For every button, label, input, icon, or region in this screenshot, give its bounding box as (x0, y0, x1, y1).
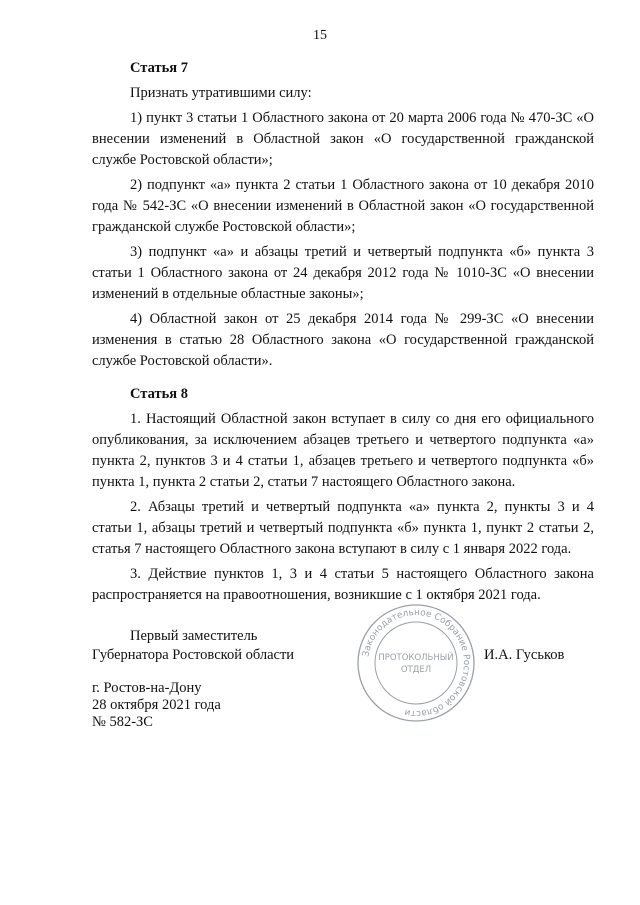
position-line-1: Первый заместитель (130, 628, 258, 644)
article-7-item: 3) подпункт «а» и абзацы третий и четвертый подпункта «б» пункта 3 статьи 1 Областного закона от 24 декабря 2012 года № 1010-ЗС «О внесении изменений в отдельные областные законы»; (92, 244, 594, 302)
stamp-inner-line-1: ПРОТОКОЛЬНЫЙ (378, 653, 454, 663)
position-line-2: Губернатора Ростовской области (92, 647, 295, 663)
city: г. Ростов-на-Дону (92, 680, 202, 696)
law-number: № 582-ЗС (92, 714, 153, 730)
article-8-item: 1. Настоящий Областной закон вступает в силу со дня его официального опубликования, за исключением абзацев третьего и четвертого подпункта «а» пункта 2, пунктов 3 и 4 статьи 1, абзацев третьего и четвертого подпункта «б» пункта 1, пункта 2 статьи 2, статьи 7 настоящего Областного закона. (92, 411, 594, 490)
article-7-item: 2) подпункт «а» пункта 2 статьи 1 Областного закона от 10 декабря 2010 года № 542-ЗС «О внесении изменений в Областной закон «О государственной гражданской службе Ростовской области»; (92, 177, 594, 235)
article-7-intro: Признать утратившими силу: (130, 85, 312, 101)
stamp-inner-line-2: ОТДЕЛ (400, 665, 432, 675)
stamp-outer-text: Законодательное Собрание Ростовской области (361, 607, 472, 719)
article-7-item: 1) пункт 3 статьи 1 Областного закона от 20 марта 2006 года № 470-ЗС «О внесении изменений в Областной закон «О государственной гражданской службе Ростовской области»; (92, 110, 594, 168)
article-7-item: 4) Областной закон от 25 декабря 2014 года № 299-ЗС «О внесении изменения в статью 28 Областного закона «О государственной гражданской службе Ростовской области». (92, 311, 594, 369)
article-7-title: Статья 7 (130, 60, 188, 76)
signatory-name: И.А. Гуськов (484, 647, 565, 663)
stamp-inner-ring (375, 622, 457, 704)
article-8-item: 3. Действие пунктов 1, 3 и 4 статьи 5 настоящего Областного закона распространяется на правоотношения, возникшие с 1 октября 2021 года. (92, 566, 594, 603)
signatory-position (92, 627, 352, 665)
page-number: 15 (313, 28, 327, 43)
stamp-seal (350, 602, 482, 724)
document-body (92, 58, 594, 610)
law-date: 28 октября 2021 года (92, 697, 221, 713)
place-and-date (92, 680, 221, 731)
article-8-title: Статья 8 (130, 386, 188, 402)
article-8-item: 2. Абзацы третий и четвертый подпункта «а» пункта 2, пункты 3 и 4 статьи 1, абзацы третий и четвертый подпункта «б» пункта 1, пункт 2 статьи 2, статья 7 настоящего Областного закона вступают в силу с 1 января 2022 года. (92, 499, 594, 557)
